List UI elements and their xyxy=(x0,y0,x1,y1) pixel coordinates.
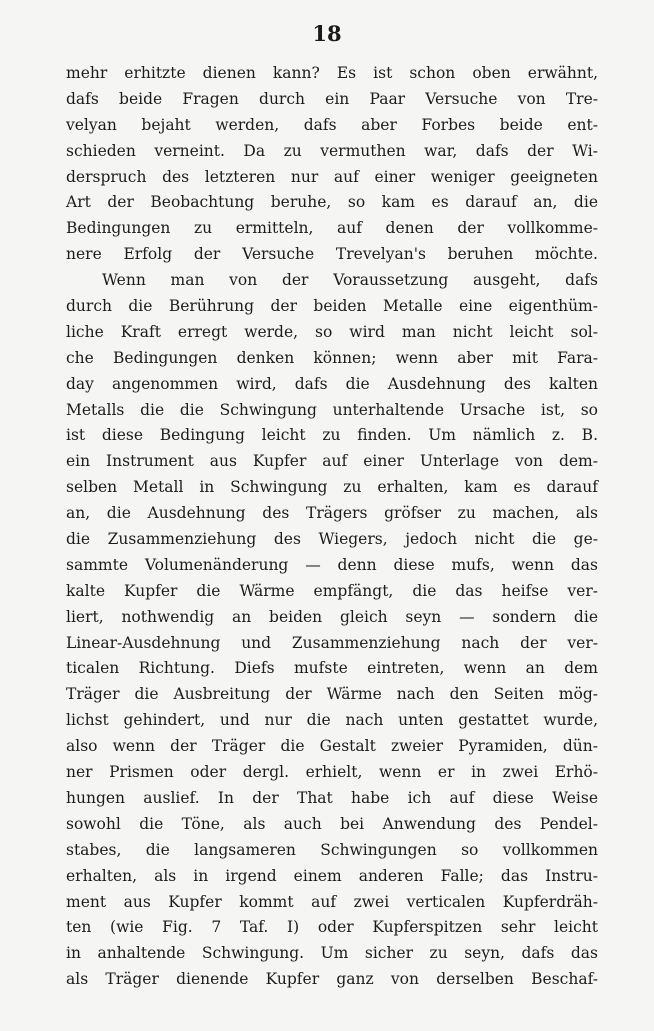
text-line: ein Instrument aus Kupfer auf einer Unterlage von dem- xyxy=(66,452,598,471)
text-line: stabes, die langsameren Schwingungen so vollkommen xyxy=(66,840,598,859)
text-line: schieden verneint. Da zu vermuthen war, dafs der Wi- xyxy=(66,141,598,160)
text-line: ner Prismen oder dergl. erhielt, wenn er in zwei Erhö- xyxy=(66,763,598,782)
text-line: ment aus Kupfer kommt auf zwei verticalen Kupferdräh- xyxy=(66,892,598,911)
text-line: kalte Kupfer die Wärme empfängt, die das heifse ver- xyxy=(66,581,598,600)
text-line: Bedingungen zu ermitteln, auf denen der vollkomme- xyxy=(66,219,598,238)
text-line: sowohl die Töne, als auch bei Anwendung des Pendel- xyxy=(66,814,598,833)
text-line: ten (wie Fig. 7 Taf. I) oder Kupferspitzen sehr leicht xyxy=(66,918,598,937)
text-line: mehr erhitzte dienen kann? Es ist schon oben erwähnt, xyxy=(66,64,598,82)
text-line: an, die Ausdehnung des Trägers gröfser zu machen, als xyxy=(66,504,598,523)
text-line: Metalls die die Schwingung unterhaltende Ursache ist, so xyxy=(66,400,598,419)
text-line: che Bedingungen denken können; wenn aber mit Fara- xyxy=(66,348,598,367)
text-line: die Zusammenziehung des Wiegers, jedoch nicht die ge- xyxy=(66,530,598,549)
text-line: derspruch des letzteren nur auf einer weniger geeigneten xyxy=(66,167,598,186)
text-line: liert, nothwendig an beiden gleich seyn — sondern die xyxy=(66,607,598,626)
page-number: 18 xyxy=(312,21,342,46)
text-line: also wenn der Träger die Gestalt zweier Pyramiden, dün- xyxy=(66,737,598,756)
text-line: dafs beide Fragen durch ein Paar Versuche von Tre- xyxy=(66,89,598,108)
text-line: in anhaltende Schwingung. Um sicher zu seyn, dafs das xyxy=(66,944,598,963)
text-line: selben Metall in Schwingung zu erhalten, kam es darauf xyxy=(66,478,598,497)
body-text xyxy=(66,61,598,993)
text-line: sammte Volumenänderung — denn diese mufs, wenn das xyxy=(66,555,598,574)
text-line: durch die Berührung der beiden Metalle eine eigenthüm- xyxy=(66,297,598,316)
text-line: day angenommen wird, dafs die Ausdehnung des kalten xyxy=(66,374,598,393)
text-line: Linear-Ausdehnung und Zusammenziehung nach der ver- xyxy=(66,633,598,652)
text-line: ist diese Bedingung leicht zu finden. Um nämlich z. B. xyxy=(66,426,598,445)
text-line: nere Erfolg der Versuche Trevelyan's beruhen möchte. xyxy=(66,245,598,264)
text-line: Art der Beobachtung beruhe, so kam es darauf an, die xyxy=(66,193,598,212)
text-line: Träger die Ausbreitung der Wärme nach den Seiten mög- xyxy=(66,685,598,704)
text-line: lichst gehindert, und nur die nach unten gestattet wurde, xyxy=(66,711,598,730)
text-line: ticalen Richtung. Diefs mufste eintreten, wenn an dem xyxy=(66,659,598,678)
text-line: velyan bejaht werden, dafs aber Forbes beide ent- xyxy=(66,115,598,134)
text-line: als Träger dienende Kupfer ganz von derselben Beschaf- xyxy=(66,970,598,989)
text-line: hungen auslief. In der That habe ich auf diese Weise xyxy=(66,788,598,807)
text-line: liche Kraft erregt werde, so wird man nicht leicht sol- xyxy=(66,322,598,341)
text-line: Wenn man von der Voraussetzung ausgeht, dafs xyxy=(102,271,598,290)
text-line: erhalten, als in irgend einem anderen Falle; das Instru- xyxy=(66,866,598,885)
